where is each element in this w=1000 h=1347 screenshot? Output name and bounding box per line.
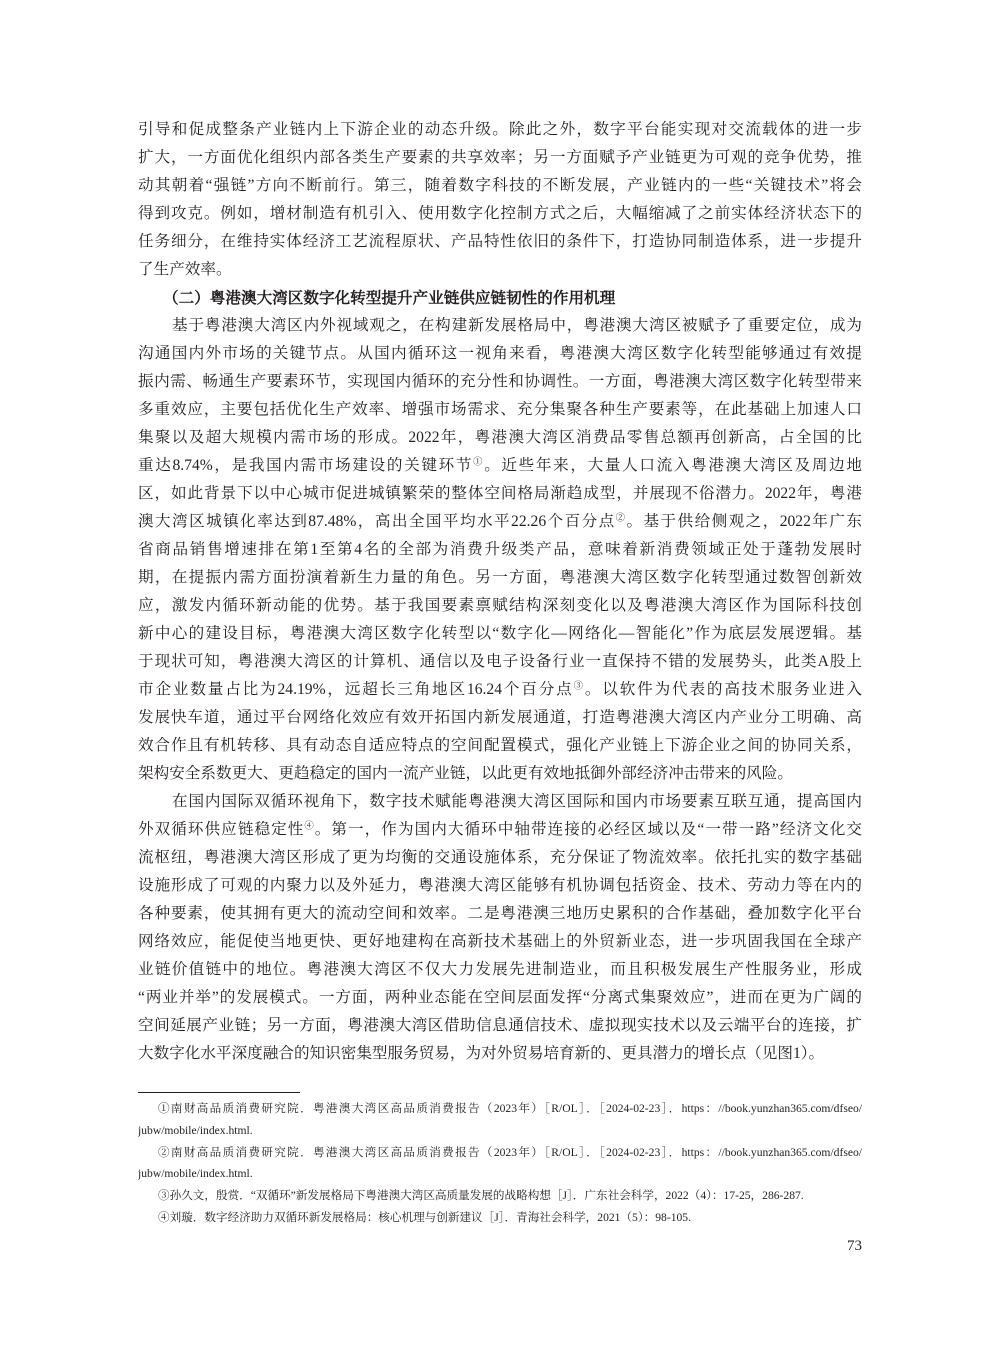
text-segment: 外双循环供应链稳定性 bbox=[138, 821, 305, 838]
footnote-line: jubw/mobile/index.html. bbox=[138, 1167, 253, 1181]
text-segment: 重达8.74%，是我国内需市场建设的关键环节 bbox=[138, 457, 474, 474]
text-line: 架构安全系数更大、更趋稳定的国内一流产业链，以此更有效地抵御外部经济冲击带来的风险。 bbox=[138, 765, 793, 782]
text-line: 沟通国内外市场的关键节点。从国内循环这一视角来看，粤港澳大湾区数字化转型能够通过有效提 bbox=[138, 345, 862, 362]
footnote-3 bbox=[138, 1185, 862, 1207]
footnote-line: jubw/mobile/index.html. bbox=[138, 1123, 253, 1137]
footnote-2 bbox=[138, 1142, 862, 1186]
text-line: 业链价值链中的地位。粤港澳大湾区不仅大力发展先进制造业，而且积极发展生产性服务业，形成 bbox=[138, 961, 862, 978]
text-line bbox=[138, 676, 862, 704]
footnote-line: ④刘璇．数字经济助力双循环新发展格局：核心机理与创新建议［J］．青海社会科学，2021（5）：98-105. bbox=[158, 1210, 691, 1224]
body-text bbox=[138, 116, 862, 1068]
footnote-line: ①南财高品质消费研究院．粤港澳大湾区高品质消费报告（2023年）［R/OL］．［2024-02-23］．https：//book.yunzhan365.com/dfseo/ bbox=[158, 1102, 862, 1115]
paragraph-2 bbox=[138, 312, 862, 788]
text-line: 动其朝着“强链”方向不断前行。第三，随着数字科技的不断发展，产业链内的一些“关键技术”将会 bbox=[138, 177, 862, 194]
text-line bbox=[138, 816, 862, 844]
text-line: 设施形成了可观的内聚力以及外延力，粤港澳大湾区能够有机协调包括资金、技术、劳动力等在内的 bbox=[138, 877, 862, 894]
text-line: 流枢纽，粤港澳大湾区形成了更为均衡的交通设施体系，充分保证了物流效率。依托扎实的数字基础 bbox=[138, 849, 862, 866]
footnote-divider bbox=[138, 1092, 300, 1093]
text-line bbox=[138, 508, 862, 536]
text-line: 于现状可知，粤港澳大湾区的计算机、通信以及电子设备行业一直保持不错的发展势头，此类A股上 bbox=[138, 653, 862, 670]
text-line bbox=[138, 452, 862, 480]
text-segment: 澳大湾区城镇化率达到87.48%，高出全国平均水平22.26个百分点 bbox=[138, 513, 616, 530]
footnote-ref: ② bbox=[615, 513, 627, 524]
footnote-line: ②南财高品质消费研究院．粤港澳大湾区高品质消费报告（2023年）［R/OL］．［2024-02-23］．https：//book.yunzhan365.com/dfseo/ bbox=[158, 1145, 862, 1159]
text-line: “两业并举”的发展模式。一方面，两种业态能在空间层面发挥“分离式集聚效应”，进而在更为广阔的 bbox=[138, 989, 862, 1006]
text-line: 新中心的建设目标，粤港澳大湾区数字化转型以“数字化—网络化—智能化”作为底层发展逻辑。基 bbox=[138, 625, 862, 642]
footnote-ref: ③ bbox=[573, 681, 585, 692]
page-number: 73 bbox=[847, 1238, 862, 1254]
text-line: 引导和促成整条产业链内上下游企业的动态升级。除此之外，数字平台能实现对交流载体的进一步 bbox=[138, 121, 862, 138]
text-segment: 市企业数量占比为24.19%，远超长三角地区16.24个百分点 bbox=[138, 681, 574, 698]
text-line: 振内需、畅通生产要素环节，实现国内循环的充分性和协调性。一方面，粤港澳大湾区数字化转型带来 bbox=[138, 373, 862, 390]
footnote-line: ③孙久文，殷赏．“双循环”新发展格局下粤港澳大湾区高质量发展的战略构想［J］．广东社会科学，2022（4）：17-25，286-287. bbox=[158, 1189, 804, 1203]
text-line: 效合作且有机转移、具有动态自适应特点的空间配置模式，强化产业链上下游企业之间的协同关系， bbox=[138, 737, 862, 754]
section-heading: （二）粤港澳大湾区数字化转型提升产业链供应链韧性的作用机理 bbox=[163, 289, 616, 307]
text-line: 大数字化水平深度融合的知识密集型服务贸易，为对外贸易培育新的、更具潜力的增长点（见图1）。 bbox=[138, 1045, 825, 1062]
text-line: 省商品销售增速排在第1至第4名的全部为消费升级类产品，意味着新消费领域正处于蓬勃发展时 bbox=[138, 541, 862, 558]
text-line: 区，如此背景下以中心城市促进城镇繁荣的整体空间格局渐趋成型，并展现不俗潜力。2022年，粤港 bbox=[138, 485, 862, 502]
text-line: 扩大，一方面优化组织内部各类生产要素的共享效率；另一方面赋予产业链更为可观的竞争优势，推 bbox=[138, 149, 862, 166]
footnote-4 bbox=[138, 1207, 862, 1229]
footnote-ref: ④ bbox=[304, 821, 315, 832]
footnote-ref: ① bbox=[473, 457, 485, 468]
text-line: 了生产效率。 bbox=[138, 261, 232, 278]
text-line: 发展快车道，通过平台网络化效应有效开拓国内新发展通道，打造粤港澳大湾区内产业分工明确、高 bbox=[138, 709, 862, 726]
text-line: 期，在提振内需方面扮演着新生力量的角色。另一方面，粤港澳大湾区数字化转型通过数智创新效 bbox=[138, 569, 862, 586]
text-segment: 。以软件为代表的高技术服务业进入 bbox=[584, 681, 862, 698]
footnote-1 bbox=[138, 1098, 862, 1142]
text-line: 多重效应，主要包括优化生产效率、增强市场需求、充分集聚各种生产要素等，在此基础上加速人口 bbox=[138, 401, 862, 418]
text-line: 网络效应，能促使当地更快、更好地建构在高新技术基础上的外贸新业态，进一步巩固我国在全球产 bbox=[138, 933, 862, 950]
text-segment: 。基于供给侧观之，2022年广东 bbox=[626, 513, 862, 530]
text-line: 应，激发内循环新动能的优势。基于我国要素禀赋结构深刻变化以及粤港澳大湾区作为国际科技创 bbox=[138, 597, 862, 614]
text-line: 得到攻克。例如，增材制造有机引入、使用数字化控制方式之后，大幅缩减了之前实体经济状态下的 bbox=[138, 205, 862, 222]
text-line: 空间延展产业链；另一方面，粤港澳大湾区借助信息通信技术、虚拟现实技术以及云端平台的连接，扩 bbox=[138, 1017, 862, 1034]
text-line: 各种要素，使其拥有更大的流动空间和效率。二是粤港澳三地历史累积的合作基础，叠加数字化平台 bbox=[138, 905, 862, 922]
text-line: 在国内国际双循环视角下，数字技术赋能粤港澳大湾区国际和国内市场要素互联互通，提高国内 bbox=[172, 793, 862, 810]
footnotes bbox=[138, 1098, 862, 1229]
text-line: 基于粤港澳大湾区内外视域观之，在构建新发展格局中，粤港澳大湾区被赋予了重要定位，成为 bbox=[172, 317, 862, 334]
paragraph-3 bbox=[138, 788, 862, 1068]
text-segment: 。第一，作为国内大循环中轴带连接的必经区域以及“一带一路”经济文化交 bbox=[314, 821, 862, 838]
text-segment: 。近些年来，大量人口流入粤港澳大湾区及周边地 bbox=[484, 457, 862, 474]
text-line: 任务细分，在维持实体经济工艺流程原状、产品特性依旧的条件下，打造协同制造体系，进一步提升 bbox=[138, 233, 862, 250]
paragraph-1 bbox=[138, 116, 862, 284]
text-line: 集聚以及超大规模内需市场的形成。2022年，粤港澳大湾区消费品零售总额再创新高，占全国的比 bbox=[138, 429, 862, 446]
